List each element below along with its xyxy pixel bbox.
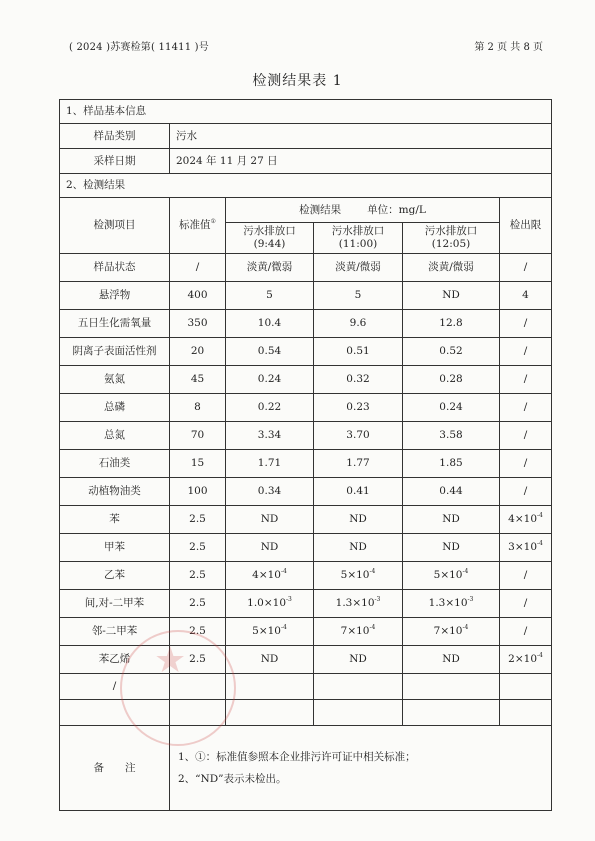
cell-item: 悬浮物 xyxy=(60,282,170,310)
cell-item: 动植物油类 xyxy=(60,478,170,506)
cell-item: 五日生化需氧量 xyxy=(60,310,170,338)
cell-sample-3: ND xyxy=(403,646,500,674)
sample-type-row xyxy=(60,124,552,149)
cell-standard: 2.5 xyxy=(170,590,226,618)
cell-limit: $4\times 10^{-4}$ xyxy=(500,506,552,534)
cell-standard: 2.5 xyxy=(170,534,226,562)
cell-sample-2: ND xyxy=(314,534,403,562)
sample-type-label: 样品类别 xyxy=(60,124,170,149)
cell-sample-2: 0.23 xyxy=(314,394,403,422)
cell-sample-3: 3.58 xyxy=(403,422,500,450)
cell-sample-1: 5 xyxy=(226,282,314,310)
cell-standard: 45 xyxy=(170,366,226,394)
cell-sample-3 xyxy=(403,674,500,700)
cell-item: 邻-二甲苯 xyxy=(60,618,170,646)
table-row xyxy=(60,422,552,450)
cell-sample-1: 0.34 xyxy=(226,478,314,506)
cell-sample-3: ND xyxy=(403,282,500,310)
cell-item xyxy=(60,700,170,726)
cell-sample-1: 0.22 xyxy=(226,394,314,422)
cell-limit: / xyxy=(500,254,552,282)
cell-limit: $3\times 10^{-4}$ xyxy=(500,534,552,562)
cell-limit: / xyxy=(500,562,552,590)
cell-item: 总氮 xyxy=(60,422,170,450)
cell-item: 甲苯 xyxy=(60,534,170,562)
cell-sample-3: ND xyxy=(403,506,500,534)
remark-line: 2、“ND”表示未检出。 xyxy=(178,773,287,785)
cell-sample-1: ND xyxy=(226,534,314,562)
cell-standard: 2.5 xyxy=(170,562,226,590)
cell-sample-2: 淡黄/微弱 xyxy=(314,254,403,282)
table-row xyxy=(60,590,552,618)
cell-standard: 8 xyxy=(170,394,226,422)
cell-sample-2: 1.77 xyxy=(314,450,403,478)
cell-standard: 2.5 xyxy=(170,618,226,646)
section-basic-info-row xyxy=(60,100,552,124)
cell-standard: 15 xyxy=(170,450,226,478)
cell-item: 总磷 xyxy=(60,394,170,422)
table-row xyxy=(60,674,552,700)
cell-sample-2: $5\times 10^{-4}$ xyxy=(314,562,403,590)
cell-sample-3 xyxy=(403,700,500,726)
section-basic-info-label: 1、样品基本信息 xyxy=(60,100,552,124)
cell-item: 间,对-二甲苯 xyxy=(60,590,170,618)
table-row xyxy=(60,478,552,506)
cell-standard xyxy=(170,700,226,726)
cell-standard: 70 xyxy=(170,422,226,450)
cell-limit xyxy=(500,700,552,726)
cell-limit: / xyxy=(500,618,552,646)
table-row xyxy=(60,310,552,338)
cell-sample-1: 0.54 xyxy=(226,338,314,366)
page-indicator: 第 2 页 共 8 页 xyxy=(474,42,543,53)
cell-sample-3: 0.52 xyxy=(403,338,500,366)
cell-sample-1: $5\times 10^{-4}$ xyxy=(226,618,314,646)
cell-limit: / xyxy=(500,450,552,478)
cell-sample-3: $7\times 10^{-4}$ xyxy=(403,618,500,646)
cell-sample-2 xyxy=(314,674,403,700)
cell-limit: / xyxy=(500,310,552,338)
cell-sample-1: ND xyxy=(226,506,314,534)
cell-item: 石油类 xyxy=(60,450,170,478)
cell-limit: / xyxy=(500,338,552,366)
cell-standard: 350 xyxy=(170,310,226,338)
cell-sample-2: 0.41 xyxy=(314,478,403,506)
sample-type-value: 污水 xyxy=(170,124,552,149)
cell-sample-1: 3.34 xyxy=(226,422,314,450)
unit-label: 单位：mg/L xyxy=(367,203,426,216)
remarks-content xyxy=(170,726,552,811)
page-title: 检测结果表 1 xyxy=(252,73,343,89)
table-row xyxy=(60,646,552,674)
col-header-item: 检测项目 xyxy=(60,198,170,254)
table-row xyxy=(60,254,552,282)
cell-sample-1: 淡黄/微弱 xyxy=(226,254,314,282)
cell-sample-2: 0.32 xyxy=(314,366,403,394)
cell-limit xyxy=(500,674,552,700)
cell-sample-2 xyxy=(314,700,403,726)
col-header-sample-3: 污水排放口 (12:05) xyxy=(403,223,500,254)
cell-standard: / xyxy=(170,254,226,282)
cell-item: 苯 xyxy=(60,506,170,534)
cell-sample-1 xyxy=(226,700,314,726)
table-row xyxy=(60,618,552,646)
cell-limit: / xyxy=(500,394,552,422)
results-header-row xyxy=(60,198,552,223)
remark-line: 1、①：标准值参照本企业排污许可证中相关标准； xyxy=(178,751,416,763)
cell-sample-2: 9.6 xyxy=(314,310,403,338)
cell-limit: 4 xyxy=(500,282,552,310)
cell-limit: $2\times 10^{-4}$ xyxy=(500,646,552,674)
cell-sample-3: ND xyxy=(403,534,500,562)
cell-standard: 2.5 xyxy=(170,646,226,674)
table-row xyxy=(60,700,552,726)
cell-sample-3: 淡黄/微弱 xyxy=(403,254,500,282)
results-table xyxy=(59,99,552,811)
sampling-date-row xyxy=(60,149,552,174)
cell-sample-1: $1.0\times 10^{-3}$ xyxy=(226,590,314,618)
cell-limit: / xyxy=(500,478,552,506)
cell-sample-1 xyxy=(226,674,314,700)
cell-item: 样品状态 xyxy=(60,254,170,282)
cell-sample-3: 12.8 xyxy=(403,310,500,338)
table-row xyxy=(60,338,552,366)
cell-sample-1: 0.24 xyxy=(226,366,314,394)
table-row xyxy=(60,366,552,394)
cell-sample-2: 5 xyxy=(314,282,403,310)
table-row xyxy=(60,394,552,422)
cell-sample-3: $1.3\times 10^{-3}$ xyxy=(403,590,500,618)
cell-sample-1: 1.71 xyxy=(226,450,314,478)
cell-sample-2: $1.3\times 10^{-3}$ xyxy=(314,590,403,618)
seal-star-icon: ★ xyxy=(154,640,187,681)
cell-standard: 20 xyxy=(170,338,226,366)
section-results-label: 2、检测结果 xyxy=(60,174,552,198)
cell-standard: 400 xyxy=(170,282,226,310)
col-header-sample-1: 污水排放口 (9:44) xyxy=(226,223,314,254)
cell-sample-2: 0.51 xyxy=(314,338,403,366)
col-header-sample-2: 污水排放口 (11:00) xyxy=(314,223,403,254)
cell-sample-3: 0.24 xyxy=(403,394,500,422)
cell-item: 乙苯 xyxy=(60,562,170,590)
col-header-results: 检测结果 单位：mg/L xyxy=(226,198,500,223)
report-number: ( 2024 )苏赛检第( 11411 )号 xyxy=(69,42,209,53)
cell-sample-1: 10.4 xyxy=(226,310,314,338)
section-results-row xyxy=(60,174,552,198)
cell-standard: 100 xyxy=(170,478,226,506)
table-row xyxy=(60,282,552,310)
col-header-standard: 标准值① xyxy=(170,198,226,254)
cell-sample-3: 0.44 xyxy=(403,478,500,506)
remarks-row xyxy=(60,726,552,811)
cell-sample-3: $5\times 10^{-4}$ xyxy=(403,562,500,590)
cell-limit: / xyxy=(500,422,552,450)
cell-limit: / xyxy=(500,590,552,618)
table-row xyxy=(60,534,552,562)
cell-sample-2: ND xyxy=(314,506,403,534)
cell-standard: 2.5 xyxy=(170,506,226,534)
table-row xyxy=(60,506,552,534)
remarks-label: 备 注 xyxy=(60,726,170,811)
sampling-date-label: 采样日期 xyxy=(60,149,170,174)
col-header-limit: 检出限 xyxy=(500,198,552,254)
table-row xyxy=(60,450,552,478)
cell-sample-1: ND xyxy=(226,646,314,674)
cell-item: / xyxy=(60,674,170,700)
sampling-date-value: 2024 年 11 月 27 日 xyxy=(170,149,552,174)
cell-item: 苯乙烯 xyxy=(60,646,170,674)
footnote-mark: ① xyxy=(210,218,216,225)
cell-sample-1: $4\times 10^{-4}$ xyxy=(226,562,314,590)
table-row xyxy=(60,562,552,590)
cell-item: 阴离子表面活性剂 xyxy=(60,338,170,366)
cell-limit: / xyxy=(500,366,552,394)
cell-sample-2: $7\times 10^{-4}$ xyxy=(314,618,403,646)
cell-sample-3: 0.28 xyxy=(403,366,500,394)
cell-sample-2: ND xyxy=(314,646,403,674)
cell-item: 氨氮 xyxy=(60,366,170,394)
cell-sample-3: 1.85 xyxy=(403,450,500,478)
cell-sample-2: 3.70 xyxy=(314,422,403,450)
